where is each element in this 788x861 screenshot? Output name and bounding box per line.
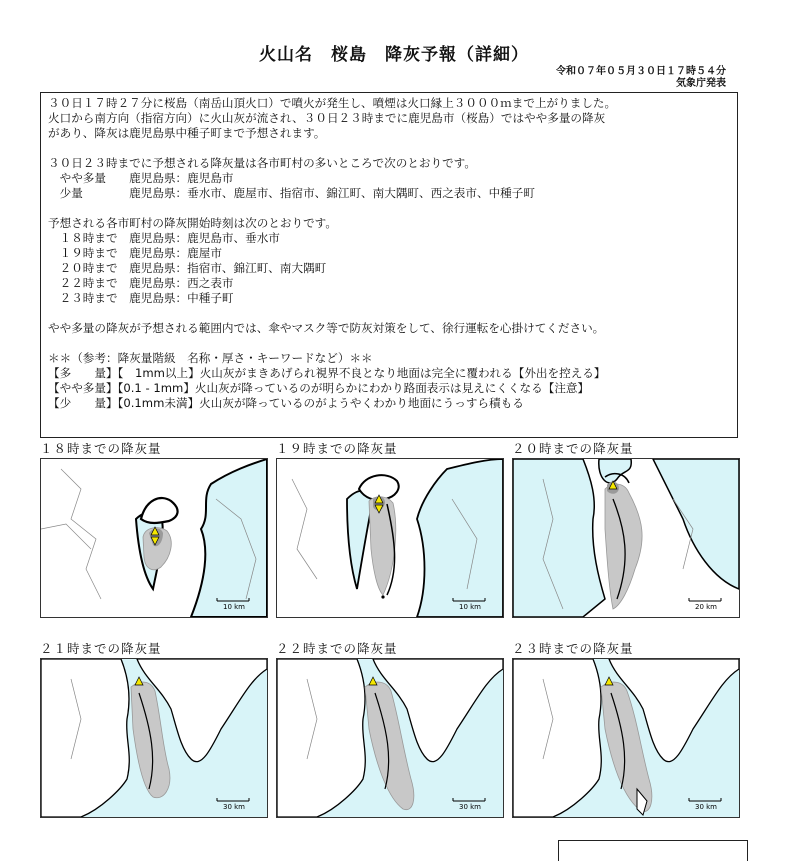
map-caption: ２１時までの降灰量 (40, 641, 162, 656)
map-caption: １９時までの降灰量 (276, 441, 398, 456)
text-line: 火口から南方向（指宿方向）に火山灰が流され、３０日２３時までに鹿児島市（桜島）ではやや多量の降灰 (48, 111, 606, 125)
map-panel-22 (276, 640, 504, 818)
issued-by: 気象庁発表 (676, 78, 726, 89)
map-caption: １８時までの降灰量 (40, 441, 162, 456)
text-line: 【少 量】【0.1mm未満】火山灰が降っているのがようやくわかり地面にうっすら積もる (48, 396, 524, 410)
ashfall-map-svg (41, 459, 267, 617)
map-panel-23 (512, 640, 740, 818)
map-panel-20 (512, 440, 740, 618)
text-line: ３０日１７時２７分に桜島（南岳山頂火口）で噴火が発生し、噴煙は火口縁上３０００ｍまで上がりました。 (48, 96, 617, 110)
text-line: 予想される各市町村の降灰開始時刻は次のとおりです。 (48, 216, 337, 230)
text-line: ３０日２３時までに予想される降灰量は各市町村の多いところで次のとおりです。 (48, 156, 476, 170)
scale-label: 20 km (695, 603, 718, 611)
ashfall-map (40, 658, 268, 818)
map-caption: ２２時までの降灰量 (276, 641, 398, 656)
page-title: 火山名 桜島 降灰予報（詳細） (259, 45, 529, 65)
scale-label: 10 km (223, 603, 246, 611)
text-line: 少量 鹿児島県：垂水市、鹿屋市、指宿市、錦江町、南大隅町、西之表市、中種子町 (48, 186, 535, 200)
text-line: やや多量 鹿児島県：鹿児島市 (48, 171, 234, 185)
map-panel-21 (40, 640, 268, 818)
text-line: 【多 量】【 1mm以上】火山灰がまきあげられ視界不良となり地面は完全に覆われる【外出を控える】 (48, 366, 606, 380)
text-line: １９時まで 鹿児島県：鹿屋市 (48, 246, 222, 260)
ashfall-map (512, 458, 740, 618)
ashfall-map (512, 658, 740, 818)
scale-label: 30 km (695, 803, 718, 811)
ashfall-map (276, 658, 504, 818)
map-caption: ２３時までの降灰量 (512, 641, 634, 656)
text-line: １８時まで 鹿児島県：鹿児島市、垂水市 (48, 231, 280, 245)
ashfall-map (40, 458, 268, 618)
forecast-text-box (40, 92, 738, 438)
scale-label: 10 km (459, 603, 482, 611)
scale-label: 30 km (223, 803, 246, 811)
text-line: ＊＊（参考：降灰量階級 名称・厚さ・キーワードなど）＊＊ (48, 351, 373, 365)
issue-info (556, 66, 726, 90)
ashfall-map (276, 458, 504, 618)
text-line: ２３時まで 鹿児島県：中種子町 (48, 291, 234, 305)
text-line: やや多量の降灰が予想される範囲内では、傘やマスク等で防灰対策をして、徐行運転を心掛けてください。 (48, 321, 605, 335)
text-line: があり、降灰は鹿児島県中種子町まで予想されます。 (48, 126, 326, 140)
text-line: 【やや多量】【0.1 - 1mm】火山灰が降っているのが明らかにわかり路面表示は見えにくくなる【注意】 (48, 381, 590, 395)
scale-label: 30 km (459, 803, 482, 811)
map-panel-19 (276, 440, 504, 618)
text-line: ２０時まで 鹿児島県：指宿市、錦江町、南大隅町 (48, 261, 327, 275)
map-caption: ２０時までの降灰量 (512, 441, 634, 456)
issued-date: 令和０７年０５月３０日１７時５４分 (556, 66, 726, 77)
map-panel-18 (40, 440, 268, 618)
text-line: ２２時まで 鹿児島県：西之表市 (48, 276, 234, 290)
legend-box (558, 840, 748, 861)
